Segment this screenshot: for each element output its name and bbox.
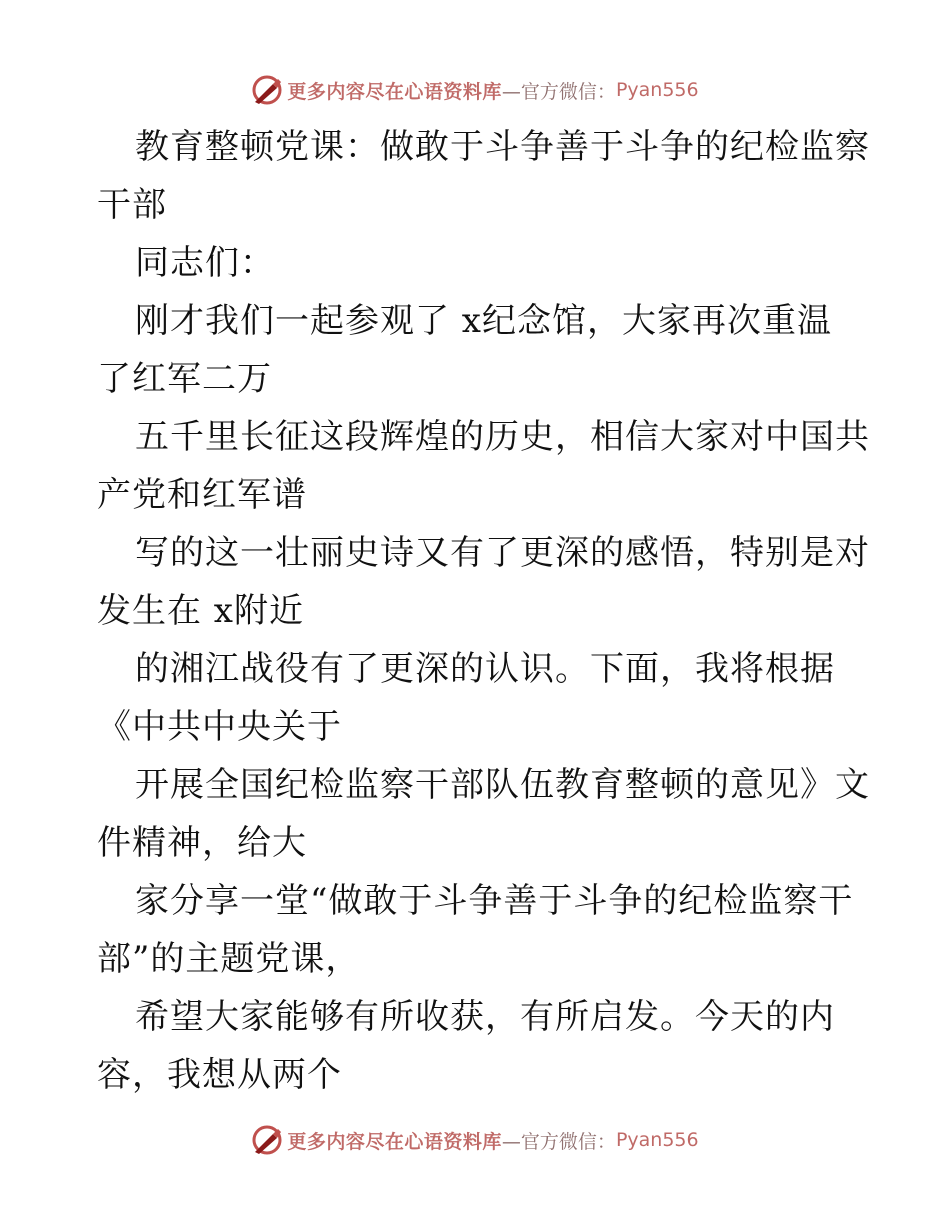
footer-watermark-banner [0, 1120, 950, 1160]
text-line: 家分享一堂“做敢于斗争善于斗争的纪检监察干 [135, 881, 854, 921]
banner-wechat-id: Pyan556 [615, 79, 699, 101]
banner-main-text: 更多内容尽在心语资料库 [287, 80, 502, 103]
text-line: 产党和红军谱 [97, 475, 307, 515]
text-line: 刚才我们一起参观了 x纪念馆，大家再次重温 [135, 301, 832, 341]
text-line: 《中共中央关于 [97, 707, 342, 747]
banner-sub-text: —官方微信： [501, 80, 616, 103]
pen-logo-icon [251, 74, 283, 106]
text-line: 干部 [97, 185, 167, 225]
text-line: 部”的主题党课， [97, 939, 361, 979]
text-line: 件精神，给大 [97, 823, 307, 863]
text-line: 希望大家能够有所收获，有所启发。今天的内 [135, 997, 835, 1037]
banner-wechat-id: Pyan556 [615, 1129, 699, 1151]
banner-main-text: 更多内容尽在心语资料库 [287, 1130, 502, 1153]
header-watermark-banner [0, 70, 950, 110]
text-line: 同志们： [135, 243, 275, 283]
text-line: 的湘江战役有了更深的认识。下面，我将根据 [135, 649, 835, 689]
banner-sub-text: —官方微信： [501, 1130, 616, 1153]
text-line: 开展全国纪检监察干部队伍教育整顿的意见》文 [135, 765, 870, 805]
text-line: 发生在 x附近 [97, 591, 304, 631]
text-line: 教育整顿党课：做敢于斗争善于斗争的纪检监察 [135, 127, 870, 167]
text-line: 容，我想从两个 [97, 1055, 342, 1095]
text-line: 写的这一壮丽史诗又有了更深的感悟，特别是对 [135, 533, 870, 573]
text-line: 了红军二万 [97, 359, 272, 399]
pen-logo-icon [251, 1124, 283, 1156]
text-line: 五千里长征这段辉煌的历史，相信大家对中国共 [135, 417, 870, 457]
document-body [97, 118, 870, 1104]
